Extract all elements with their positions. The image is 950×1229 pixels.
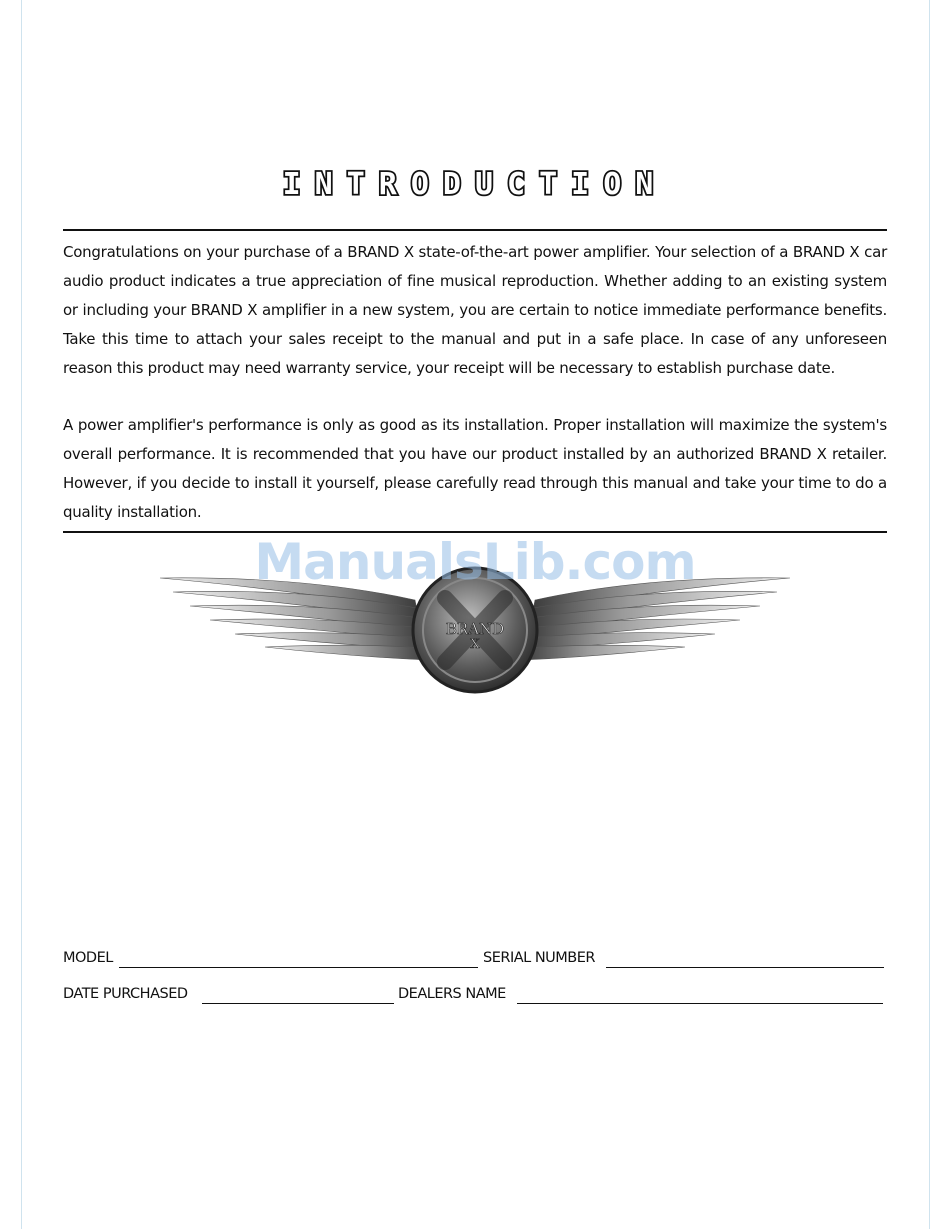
form-row-model-serial — [63, 950, 887, 974]
watermark: ManualsLib.com — [254, 533, 696, 591]
page-title-text: INTRODUCTION — [282, 167, 668, 202]
intro-paragraph-1: Congratulations on your purchase of a BRAND X state-of-the-art power amplifier. Your selection of a BRAND X car audio product indicates a true appreciation of fine musical reproduction. Whether adding to an existing system or including your BRAND X amplifier in a new system, you are certain to notice immediate performance benefits. Take this time to attach your sales receipt to the manual and put in a safe place. In case of any unforeseen reason this product may need warranty service, your receipt will be necessary to establish purchase date. — [63, 243, 887, 377]
dealers-name-field[interactable] — [517, 1003, 883, 1004]
date-purchased-field[interactable] — [202, 1003, 394, 1004]
page-title-graphic — [190, 164, 760, 204]
serial-number-label: SERIAL NUMBER — [483, 950, 595, 966]
form-row-date-dealer — [63, 986, 887, 1010]
divider-top — [63, 229, 887, 231]
serial-number-field[interactable] — [606, 967, 884, 968]
dealers-name-label: DEALERS NAME — [398, 986, 506, 1002]
emblem-text-bottom: X — [470, 637, 480, 652]
model-label: MODEL — [63, 950, 113, 966]
intro-paragraph-2: A power amplifier's performance is only as good as its installation. Proper installation will maximize the system's overall performance. It is recommended that you have our product installed by an authorized BRAND X retailer. However, if you decide to install it yourself, please carefully read through this manual and take your time to do a quality installation. — [63, 416, 887, 521]
page-title — [0, 164, 950, 204]
model-field[interactable] — [119, 967, 478, 968]
emblem-text-top: BRAND — [445, 620, 505, 638]
date-purchased-label: DATE PURCHASED — [63, 986, 188, 1002]
